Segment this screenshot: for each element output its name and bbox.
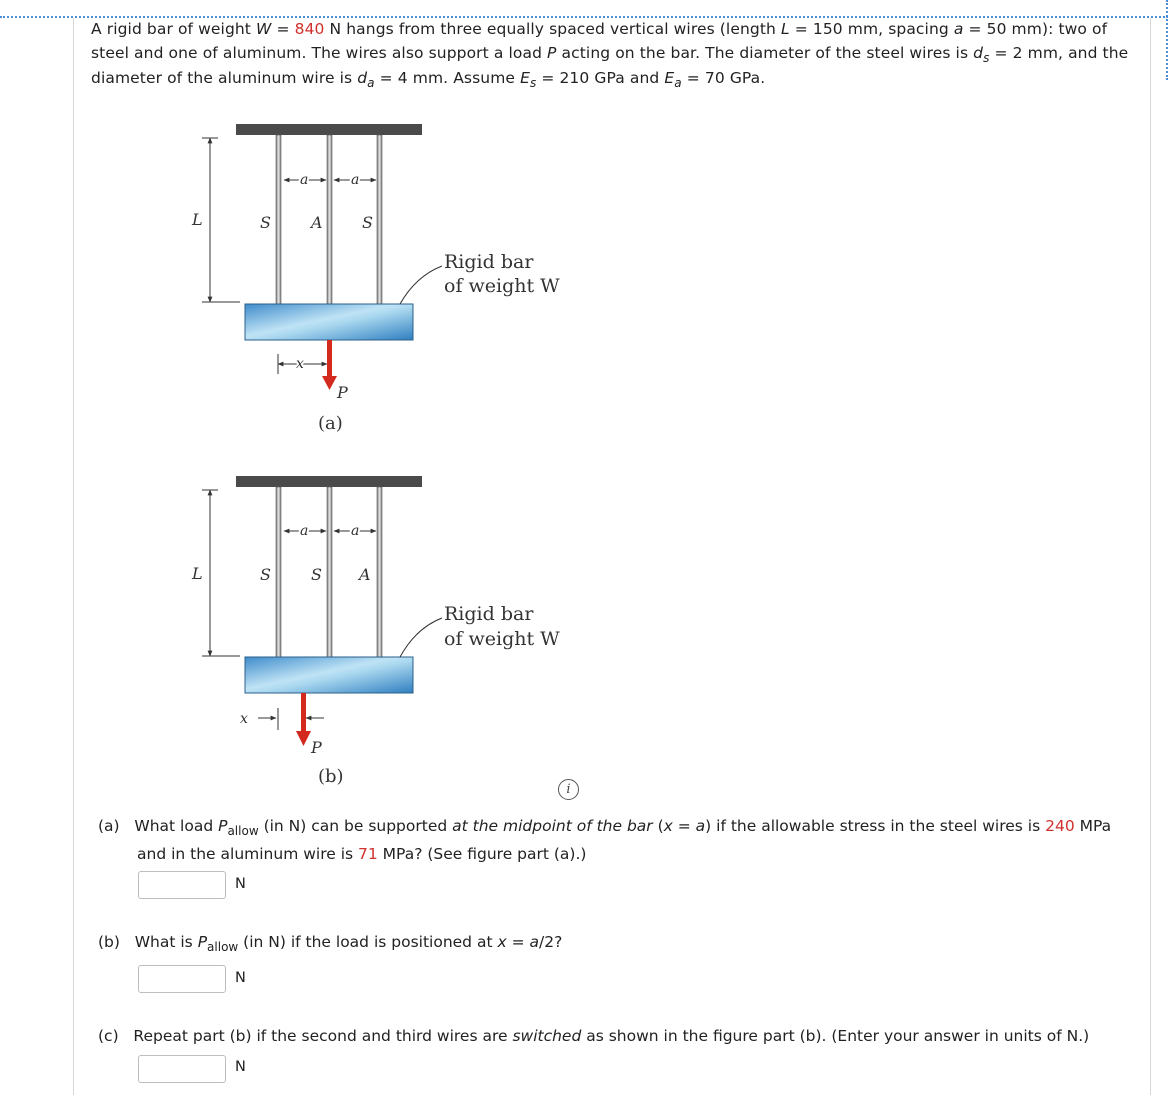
a-label-b1: a xyxy=(300,523,309,539)
wire-label-a2: A xyxy=(311,213,323,232)
info-icon[interactable]: i xyxy=(558,779,579,800)
rigid-bar-b xyxy=(245,657,413,693)
wire-label-b3: A xyxy=(359,565,371,584)
wire-1-b xyxy=(276,487,281,657)
wire-label-a1: S xyxy=(260,213,271,232)
wire-bar-figure xyxy=(180,118,600,798)
aluminum-stress-value: 71 xyxy=(358,845,378,863)
P-label-b: P xyxy=(311,738,322,757)
rigid-bar-a xyxy=(245,304,413,340)
unit-c: N xyxy=(235,1059,246,1075)
caption-b: (b) xyxy=(318,766,344,787)
load-arrow-b xyxy=(301,693,306,733)
answer-c-input[interactable] xyxy=(138,1055,226,1083)
wire-2-a xyxy=(327,135,332,305)
L-label-b: L xyxy=(192,564,203,583)
weight-value: 840 xyxy=(294,20,325,38)
bar-label-b2: of weight W xyxy=(444,628,560,650)
page-frame-right xyxy=(1166,0,1168,80)
a-label-a1: a xyxy=(300,172,309,188)
problem-statement: A rigid bar of weight W = 840 N hangs from three equally spaced vertical wires (length L = 150 mm, spacing a = 50 mm): two of steel and one of aluminum. The wires also support a load P acting on the bar. The diameter of the steel wires is $d_s = 2$ mm, and the diameter of the aluminum wire is $d_a = 4$ mm. Assume $E_s = 210$ GPa and $E_a = 70$ GPa. xyxy=(91,20,1129,90)
wire-label-b2: S xyxy=(311,565,322,584)
steel-stress-value: 240 xyxy=(1045,817,1075,835)
x-label-a: x xyxy=(296,356,304,372)
question-c: (c) Repeat part (b) if the second and third wires are switched as shown in the figure part (b). (Enter your answer in units of N.) xyxy=(98,1027,1090,1045)
wire-label-b1: S xyxy=(260,565,271,584)
bar-label-a1: Rigid bar xyxy=(444,251,534,273)
figure-a xyxy=(191,124,560,434)
unit-a: N xyxy=(235,876,246,892)
P-label-a: P xyxy=(337,383,348,402)
wire-1-a xyxy=(276,135,281,305)
unit-b: N xyxy=(235,970,246,986)
a-label-b2: a xyxy=(351,523,360,539)
bar-label-b1: Rigid bar xyxy=(444,603,534,625)
figure-b xyxy=(191,476,560,787)
support-b xyxy=(236,476,422,487)
L-label-a: L xyxy=(192,210,203,229)
load-arrow-a xyxy=(327,340,332,378)
bar-label-a2: of weight W xyxy=(444,275,560,297)
x-label-b: x xyxy=(240,711,248,727)
support-a xyxy=(236,124,422,135)
answer-a-input[interactable] xyxy=(138,871,226,899)
wire-2-b xyxy=(327,487,332,657)
a-label-a2: a xyxy=(351,172,360,188)
wire-3-a xyxy=(377,135,382,305)
question-a: (a) What load $P_{allow}$ (in N) can be supported at the midpoint of the bar (x = a) if the allowable stress in the steel wires is 240 MPa and in the aluminum wire is 71 MPa? (See figure part (a).) xyxy=(98,817,1112,863)
wire-label-a3: S xyxy=(362,213,373,232)
caption-a: (a) xyxy=(318,413,343,434)
question-b: (b) What is $P_{allow}$ (in N) if the load is positioned at x = a/2? xyxy=(98,933,563,954)
wire-3-b xyxy=(377,487,382,657)
answer-b-input[interactable] xyxy=(138,965,226,993)
